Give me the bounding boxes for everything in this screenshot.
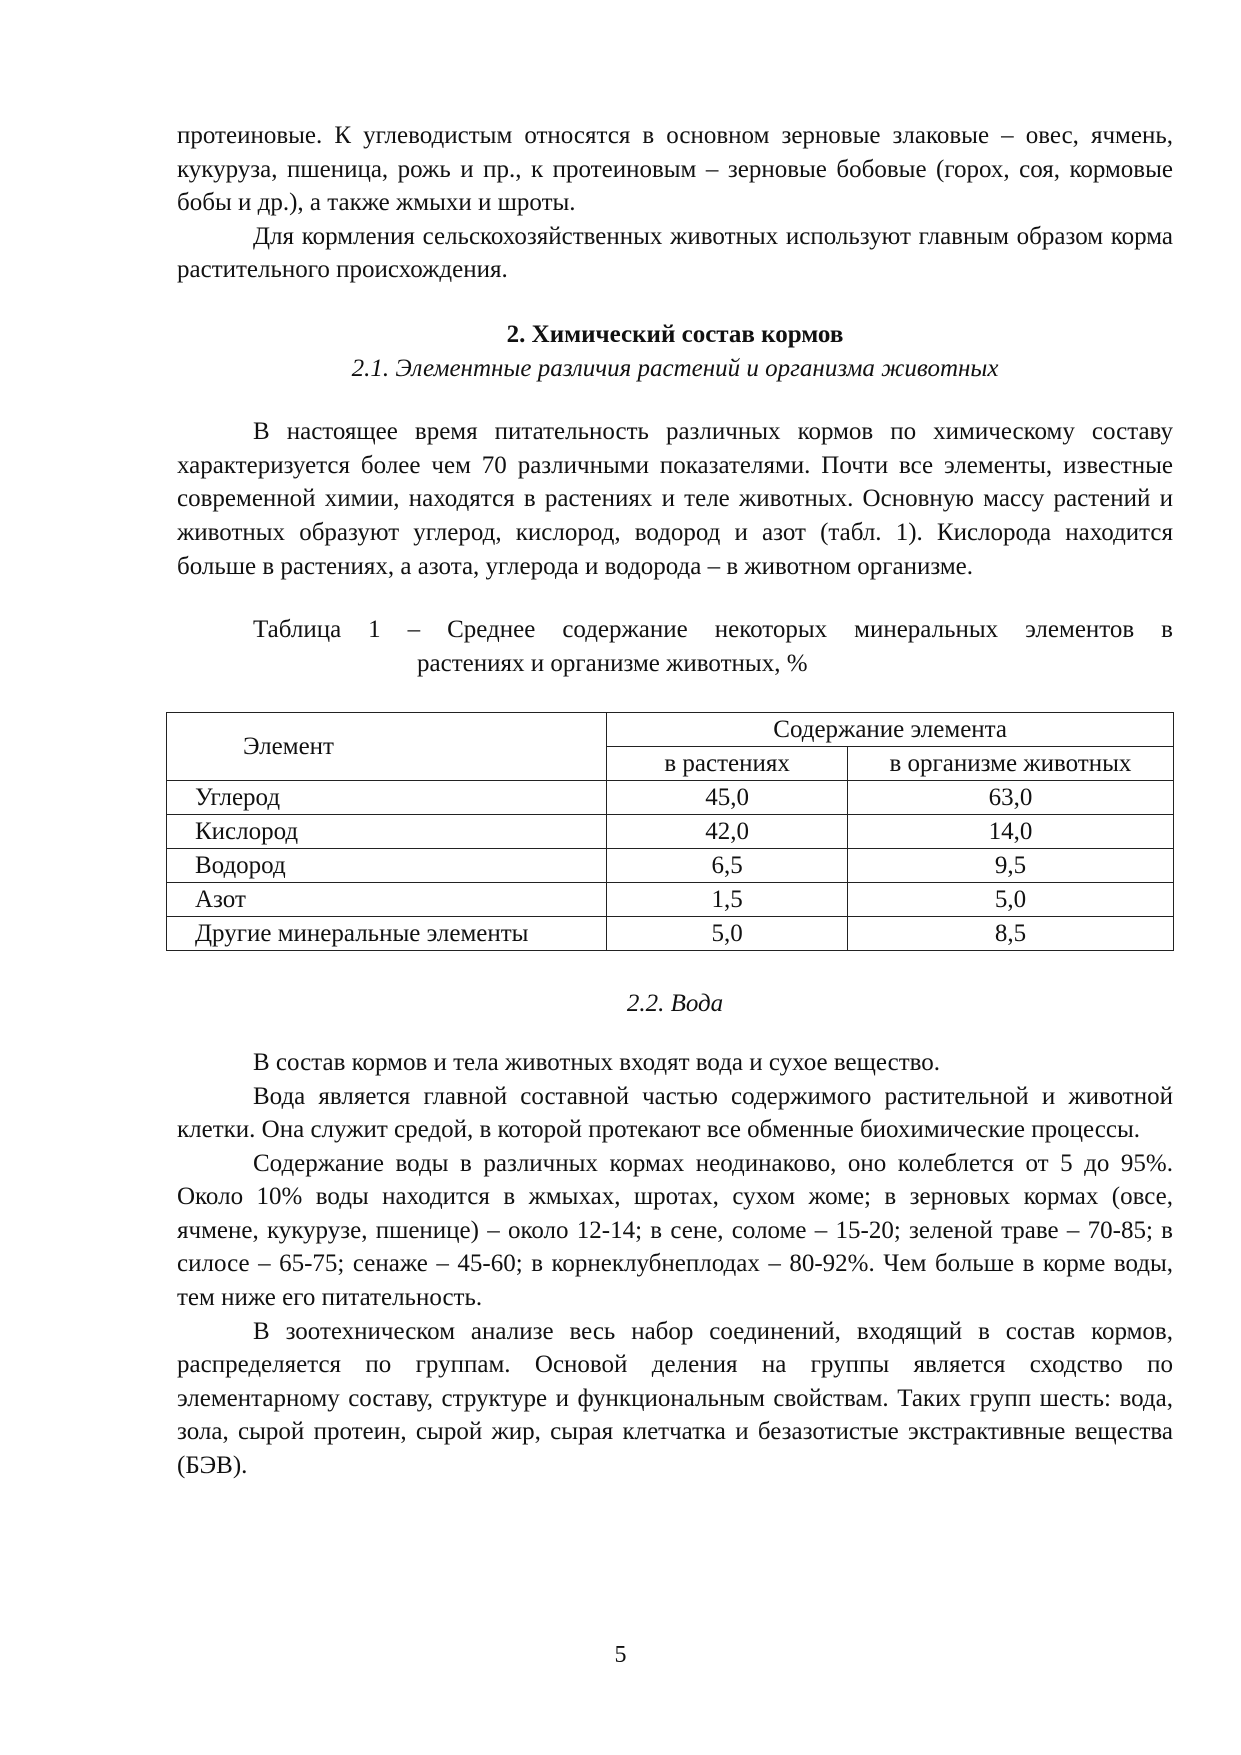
header-element: Элемент [167, 713, 607, 781]
row-plants-value: 6,5 [607, 849, 848, 883]
table-1-caption-line-1: Таблица 1 – Среднее содержание некоторых минеральных элементов в [253, 616, 1173, 644]
water-paragraph-4: В зоотехническом анализе весь набор соединений, входящий в состав кормов, распределяется по группам. Основой деления на группы является сходство по элементарному составу, структуре и функциональным свойствам. Таких групп шесть: вода, зола, сырой протеин, сырой жир, сырая клетчатка и безазотистые экстрактивные вещества (БЭВ). [177, 1317, 1173, 1480]
document-page [177, 119, 1173, 1483]
table-1-caption [177, 613, 1173, 680]
row-plants-value: 42,0 [607, 815, 848, 849]
row-animals-value: 5,0 [847, 883, 1173, 917]
table-row [167, 883, 1174, 917]
section-2-2-subtitle: 2.2. Вода [626, 990, 724, 1018]
header-content: Содержание элемента [607, 713, 1174, 747]
section-2-title: 2. Химический состав кормов [506, 320, 844, 348]
table-1 [166, 712, 1174, 951]
header-plants: в растениях [607, 747, 848, 781]
row-element-name: Водород [167, 849, 607, 883]
table-1-caption-line-2: растениях и организме животных, % [417, 649, 808, 677]
row-animals-value: 8,5 [847, 917, 1173, 951]
row-plants-value: 45,0 [607, 781, 848, 815]
table-header-row [167, 713, 1174, 747]
header-animals: в организме животных [847, 747, 1173, 781]
section-2-1-paragraph: В настоящее время питательность различных кормов по химическому составу характеризуется более чем 70 различными показателями. Почти все элементы, известные современной химии, находятся в растениях и теле животных. Основную массу растений и животных образуют углерод, кислород, водород и азот (табл. 1). Кислорода находится больше в растениях, а азота, углерода и водорода – в животном организме. [177, 418, 1173, 580]
section-2-1-subtitle: 2.1. Элементные различия растений и организма животных [351, 354, 999, 382]
table-row [167, 917, 1174, 951]
table-row [167, 781, 1174, 815]
water-paragraph-2: Вода является главной составной частью содержимого растительной и животной клетки. Она служит средой, в которой протекают все обменные биохимические процессы. [177, 1082, 1173, 1144]
water-paragraph-1: В состав кормов и тела животных входят вода и сухое вещество. [253, 1048, 940, 1076]
row-animals-value: 63,0 [847, 781, 1173, 815]
row-plants-value: 5,0 [607, 917, 848, 951]
row-element-name: Другие минеральные элементы [167, 917, 607, 951]
table-row [167, 815, 1174, 849]
intro-paragraph-2: Для кормления сельскохозяйственных животных используют главным образом корма растительного происхождения. [177, 222, 1173, 284]
row-element-name: Кислород [167, 815, 607, 849]
row-animals-value: 9,5 [847, 849, 1173, 883]
row-element-name: Азот [167, 883, 607, 917]
intro-paragraph-1: протеиновые. К углеводистым относятся в основном зерновые злаковые – овес, ячмень, кукуруза, пшеница, рожь и пр., к протеиновым – зерновые бобовые (горох, соя, кормовые бобы и др.), а также жмыхи и шроты. [177, 122, 1173, 217]
row-element-name: Углерод [167, 781, 607, 815]
water-paragraph-3: Содержание воды в различных кормах неодинаково, оно колеблется от 5 до 95%. Около 10% воды находится в жмыхах, шротах, сухом жоме; в зерновых кормах (овсе, ячмене, кукурузе, пшенице) – около 12-14; в сене, соломе – 15-20; зеленой траве – 70-85; в силосе – 65-75; сенаже – 45-60; в корнеклубнеплодах – 80-92%. Чем больше в корме воды, тем ниже его питательность. [177, 1149, 1173, 1312]
row-animals-value: 14,0 [847, 815, 1173, 849]
page-number: 5 [614, 1642, 627, 1668]
table-row [167, 849, 1174, 883]
row-plants-value: 1,5 [607, 883, 848, 917]
